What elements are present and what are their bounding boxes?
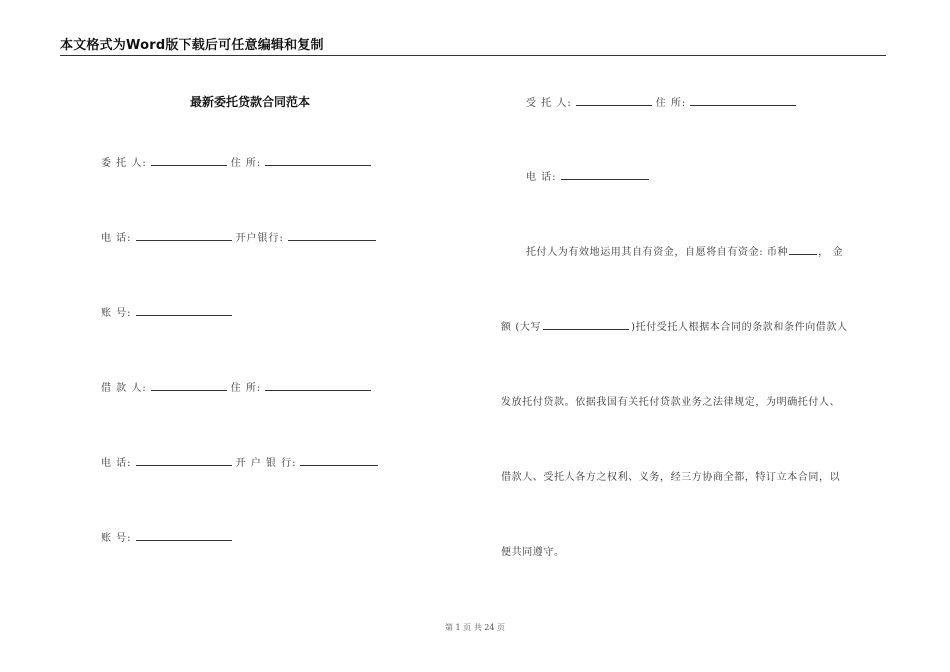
field-row-trustee-phone bbox=[526, 168, 653, 183]
blank-field[interactable] bbox=[300, 456, 378, 466]
field-label: 住 所: bbox=[230, 383, 262, 394]
field-label: 委 托 人: bbox=[101, 158, 147, 169]
page-header bbox=[60, 34, 886, 56]
blank-field[interactable] bbox=[543, 320, 629, 330]
page-footer: 第 1 页 共 24 页 bbox=[445, 623, 505, 632]
body-line-1 bbox=[526, 243, 843, 258]
body-text: 托付人为有效地运用其自有资金，自愿将自有资金: 币种 bbox=[526, 247, 789, 258]
field-row-phone-bank-2 bbox=[101, 454, 382, 469]
field-label: 账 号: bbox=[101, 533, 132, 544]
body-line-4: 借款人、受托人各方之权利、义务，经三方协商全都，特订立本合同，以 bbox=[501, 472, 841, 483]
blank-field[interactable] bbox=[690, 96, 796, 106]
field-label: 借 款 人: bbox=[101, 383, 147, 394]
blank-field[interactable] bbox=[265, 156, 371, 166]
field-label: 电 话: bbox=[526, 172, 557, 183]
body-line-3: 发放托付贷款。依据我国有关托付贷款业务之法律规定，为明确托付人、 bbox=[501, 397, 841, 408]
field-label: 电 话: bbox=[101, 233, 132, 244]
blank-field[interactable] bbox=[576, 96, 652, 106]
blank-field[interactable] bbox=[561, 170, 649, 180]
blank-field[interactable] bbox=[151, 381, 227, 391]
field-row-account-2 bbox=[101, 529, 236, 544]
body-line-5: 便共同遵守。 bbox=[501, 547, 565, 558]
field-row-account bbox=[101, 304, 236, 319]
blank-field[interactable] bbox=[136, 231, 232, 241]
field-label: 电 话: bbox=[101, 458, 132, 469]
blank-field[interactable] bbox=[789, 245, 817, 255]
blank-field[interactable] bbox=[288, 231, 376, 241]
body-line-2 bbox=[501, 318, 848, 333]
document-title: 最新委托贷款合同范本 bbox=[190, 95, 311, 109]
field-label: 住 所: bbox=[230, 158, 262, 169]
field-label: 账 号: bbox=[101, 308, 132, 319]
body-text: ， 金 bbox=[818, 247, 844, 258]
body-text: 额 (大写 bbox=[501, 322, 542, 333]
blank-field[interactable] bbox=[136, 531, 232, 541]
field-label: 开 户 银 行: bbox=[235, 458, 297, 469]
field-row-trustee bbox=[526, 94, 800, 109]
header-text: 本文格式为Word版下载后可任意编辑和复制 bbox=[60, 38, 324, 53]
field-label: 开户银行: bbox=[235, 233, 284, 244]
field-label: 住 所: bbox=[655, 98, 687, 109]
field-label: 受 托 人: bbox=[526, 98, 572, 109]
field-row-entruster bbox=[101, 154, 375, 169]
blank-field[interactable] bbox=[265, 381, 371, 391]
field-row-borrower bbox=[101, 379, 375, 394]
blank-field[interactable] bbox=[151, 156, 227, 166]
blank-field[interactable] bbox=[136, 456, 232, 466]
blank-field[interactable] bbox=[136, 306, 232, 316]
body-text: )托付受托人根据本合同的条款和条件向借款人 bbox=[631, 322, 848, 333]
field-row-phone-bank bbox=[101, 229, 380, 244]
